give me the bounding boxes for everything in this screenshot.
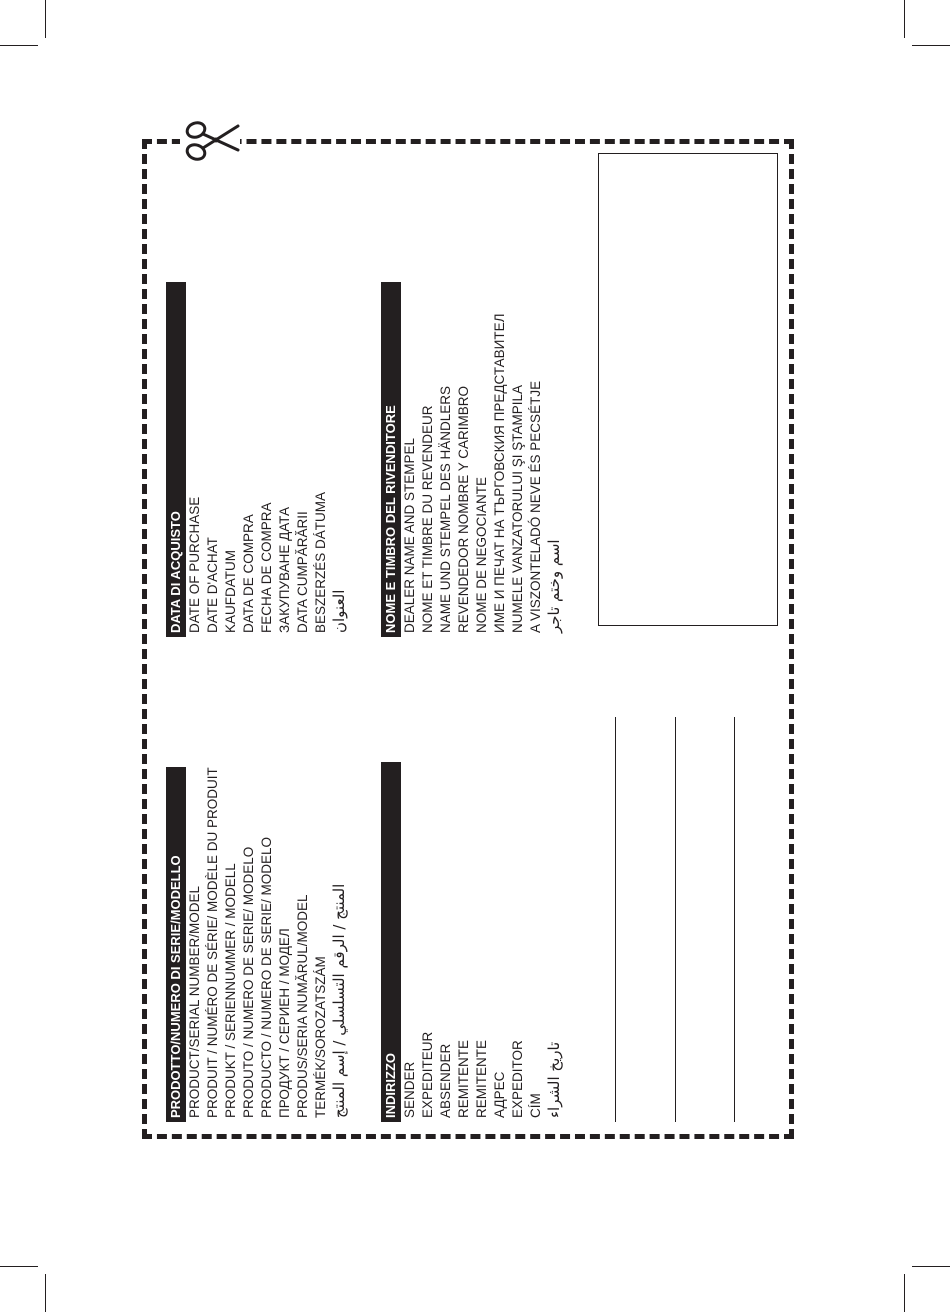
address-write-line	[615, 717, 616, 1122]
address-lines	[401, 1032, 573, 1118]
purchase-date-line: KAUFDATUM	[223, 550, 238, 633]
dealer-stamp-box	[598, 153, 778, 626]
product-line: TERMÉK/SOROZATSZÁM	[313, 956, 328, 1118]
dealer-lines	[401, 314, 573, 633]
address-header: INDIRIZZO	[381, 762, 401, 1122]
product-line: PRODUCTO / NUMERO DE SERIE/ MODELO	[259, 836, 274, 1118]
purchase-date-line: ЗАКУПУВАНЕ ДАТА	[277, 507, 292, 633]
purchase-date-lines	[186, 492, 358, 633]
address-write-line	[734, 717, 735, 1122]
purchase-date-line: DATE D'ACHAT	[205, 537, 220, 633]
product-line-arabic: المنتج / الرقم التسلسلي / إسم المنتج	[330, 883, 348, 1118]
crop-mark	[904, 1274, 905, 1312]
dealer-line: A VISZONTELADÓ NEVE ÉS PECSÉTJE	[528, 380, 543, 633]
dealer-line-arabic: اسم وختم تاجر	[545, 539, 563, 633]
crop-mark	[45, 1274, 46, 1312]
crop-mark	[0, 45, 38, 46]
address-line-arabic: تاريخ الشراء	[545, 1041, 563, 1118]
product-line: ПРОДУКТ / СЕРИЕН / МОДЕЛ	[277, 928, 292, 1118]
warranty-card-content	[158, 152, 788, 1122]
dealer-line: ИМЕ И ПЕЧАТ НА ТЪРГОВСКИЯ ПРЕДСТАВИТЕЛ	[492, 313, 507, 633]
product-line: PRODUKT / SERIENNUMMER / MODELL	[223, 863, 238, 1118]
crop-mark	[904, 0, 905, 38]
address-line: REMITENTE	[474, 1039, 489, 1118]
crop-mark	[912, 1266, 950, 1267]
dealer-line: NUMELE VANZATORULUI ŞI ŞTAMPILA	[510, 384, 525, 633]
address-line: ABSENDER	[438, 1043, 453, 1118]
address-write-line	[675, 717, 676, 1122]
address-line: REMITENTE	[456, 1039, 471, 1118]
dealer-line: NOME DE NEGOCIANTE	[474, 476, 489, 633]
dealer-line: NOME ET TIMBRE DU REVENDEUR	[420, 405, 435, 633]
address-line: EXPEDITEUR	[420, 1031, 435, 1118]
dealer-line: NAME UND STEMPEL DES HÄNDLERS	[438, 385, 453, 633]
purchase-date-line: DATA DE COMPRA	[241, 514, 256, 633]
purchase-date-line: FECHA DE COMPRA	[259, 502, 274, 633]
product-lines	[186, 767, 358, 1118]
address-line: АДРЕС	[492, 1071, 507, 1118]
address-line: SENDER	[402, 1061, 417, 1118]
address-line: EXPEDITOR	[510, 1040, 525, 1118]
product-header: PRODOTTO/NUMERO DI SERIE/MODELLO	[166, 767, 186, 1122]
purchase-date-line: BESZERZÉS DÁTUMA	[313, 491, 328, 633]
purchase-date-line-arabic: العنوان	[330, 589, 348, 633]
purchase-date-header: DATA DI ACQUISTO	[166, 282, 186, 637]
crop-mark	[912, 45, 950, 46]
purchase-date-line: DATA CUMPĂRĂRII	[295, 511, 310, 633]
product-line: PRODUCT/SERIAL NUMBER/MODEL	[187, 885, 202, 1118]
address-line: CÍM	[528, 1093, 543, 1118]
dealer-header: NOME E TIMBRO DEL RIVENDITORE	[381, 282, 401, 637]
product-line: PRODUIT / NUMÉRO DE SÉRIE/ MODÈLE DU PRODUIT	[205, 767, 220, 1118]
dealer-line: DEALER NAME AND STEMPEL	[402, 437, 417, 633]
product-line: PRODUS/SERIA NUMĂRUL/MODEL	[295, 894, 310, 1118]
dealer-line: REVENDEDOR NOMBRE Y CARIMBRO	[456, 385, 471, 633]
product-line: PRODUTO / NUMERO DE SERIE/ MODELO	[241, 846, 256, 1118]
crop-mark	[45, 0, 46, 38]
purchase-date-line: DATE OF PURCHASE	[187, 496, 202, 633]
crop-mark	[0, 1266, 38, 1267]
